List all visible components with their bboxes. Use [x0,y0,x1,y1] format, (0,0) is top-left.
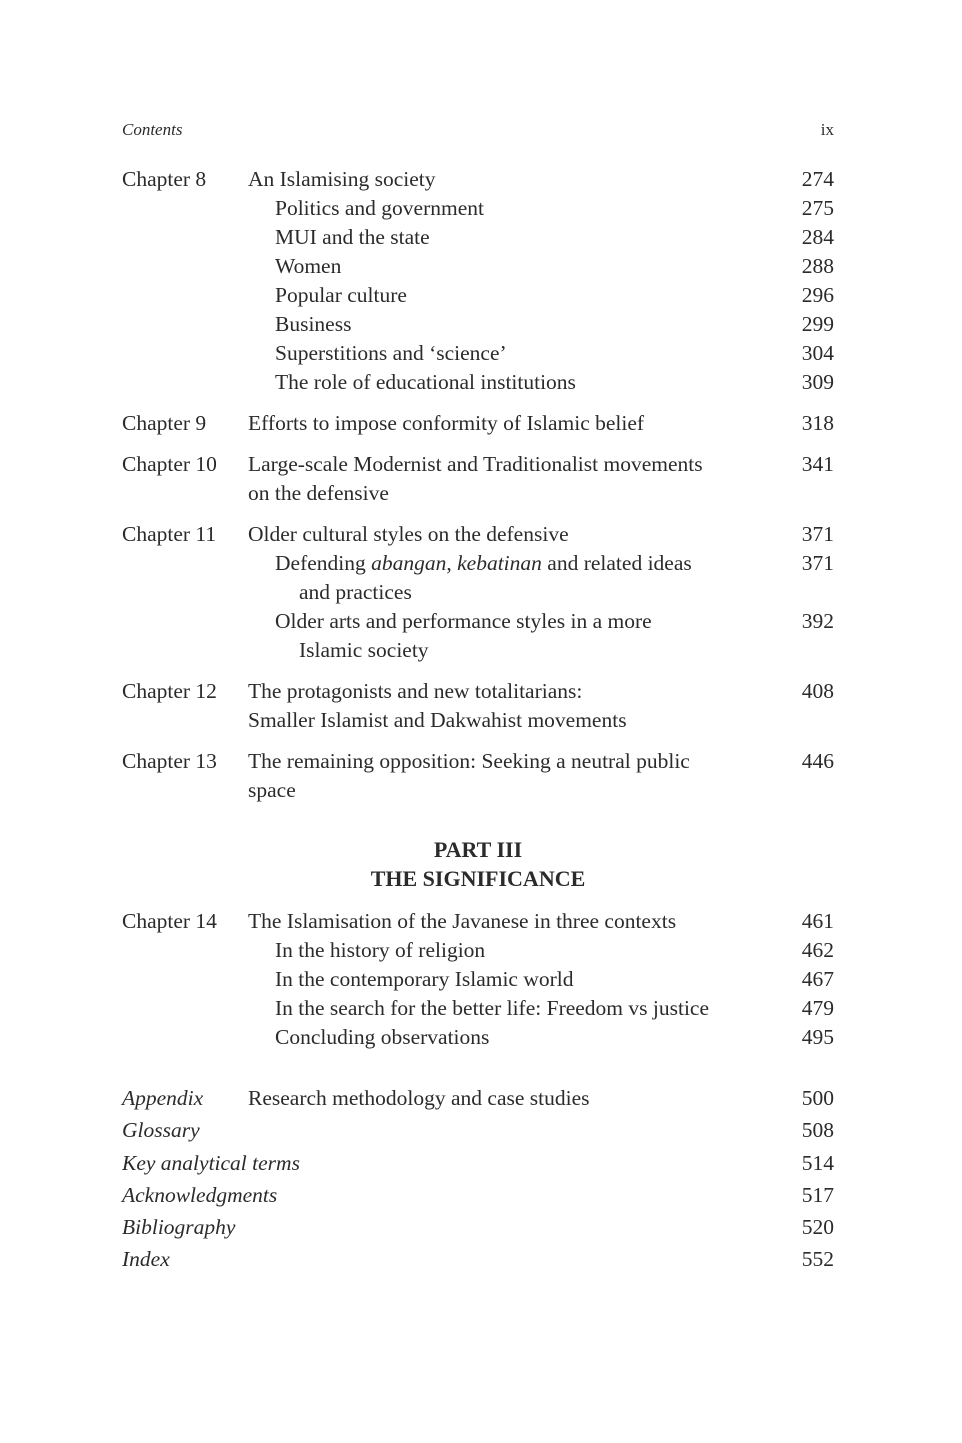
matter-label: Acknowledgments [122,1182,278,1207]
toc-subsection[interactable] [122,994,834,1023]
chapter-title: An Islamising society [248,167,436,191]
title-text: and related ideas [541,551,692,575]
subsection-title: Older arts and performance styles in a more [275,609,652,633]
part-title: THE SIGNIFICANCE [370,866,586,891]
toc-subsection[interactable] [122,310,834,339]
toc-subsection[interactable] [122,549,834,578]
page-number: 408 [801,679,834,703]
table-of-contents [122,165,834,1276]
page-number: 304 [801,341,834,365]
matter-label: Glossary [122,1118,200,1143]
toc-subsection[interactable] [122,965,834,994]
title-text: Defending [275,551,372,575]
page-number: 467 [801,967,834,991]
matter-label: Appendix [122,1086,204,1110]
page-number: 552 [801,1247,834,1272]
matter-title: Research methodology and case studies [248,1086,590,1110]
toc-subsection[interactable] [122,194,834,223]
title-italic-term: kebatinan [457,551,542,575]
toc-chapter-11[interactable] [122,520,834,665]
subsection-title: Superstitions and ‘science’ [275,341,507,365]
page-number: 371 [801,551,834,575]
page-number: 520 [801,1215,834,1240]
toc-subsection[interactable] [122,1023,834,1052]
title-text: , [446,551,458,575]
subsection-title-continued: Islamic society [299,638,429,662]
page-number: 461 [801,909,834,933]
toc-index[interactable] [122,1243,834,1275]
page-number: 392 [801,609,834,633]
subsection-title: In the search for the better life: Freedom vs justice [275,996,710,1020]
page-number: 275 [801,196,834,220]
page-number: 318 [801,411,834,435]
chapter-title: The protagonists and new totalitarians: [248,679,583,703]
part-number: PART III [433,837,523,862]
subsection-title: Business [275,312,352,336]
toc-appendix[interactable] [122,1082,834,1114]
page-number: 500 [801,1086,834,1110]
title-italic-term: abangan [371,551,447,575]
page-number: 299 [801,312,834,336]
toc-chapter-12[interactable] [122,677,834,735]
chapter-label: Chapter 11 [122,522,217,546]
chapter-title: The Islamisation of the Javanese in three contexts [248,909,677,933]
chapter-title: Older cultural styles on the defensive [248,522,569,546]
page-folio: ix [820,120,834,139]
matter-label: Bibliography [122,1215,236,1240]
page-number: 517 [801,1182,834,1207]
page-number: 514 [801,1150,834,1175]
page-number: 479 [801,996,834,1020]
toc-acknowledgments[interactable] [122,1179,834,1211]
chapter-label: Chapter 8 [122,167,207,191]
subsection-title: Women [275,254,342,278]
page-number: 371 [801,522,834,546]
page-number: 462 [801,938,834,962]
chapter-label: Chapter 14 [122,909,217,933]
page-number: 495 [801,1025,834,1049]
matter-label: Index [122,1247,170,1272]
toc-chapter-10[interactable] [122,450,834,508]
toc-subsection[interactable] [122,368,834,397]
toc-bibliography[interactable] [122,1211,834,1243]
subsection-title [275,549,692,578]
toc-chapter-8[interactable] [122,165,834,397]
page-number: 508 [801,1118,834,1143]
toc-chapter-14[interactable] [122,907,834,1052]
page-number: 274 [801,167,834,191]
page-number: 341 [801,452,834,476]
subsection-title: Politics and government [275,196,484,220]
chapter-label: Chapter 10 [122,452,217,476]
chapter-title: The remaining opposition: Seeking a neutral public [248,749,690,773]
toc-subsection[interactable] [122,223,834,252]
toc-subsection[interactable] [122,281,834,310]
toc-subsection[interactable] [122,607,834,636]
running-head: Contents [122,120,183,139]
page-number: 284 [801,225,834,249]
subsection-title: In the contemporary Islamic world [275,967,574,991]
chapter-label: Chapter 9 [122,411,207,435]
toc-key-analytical-terms[interactable] [122,1147,834,1179]
page-number: 309 [801,370,834,394]
toc-glossary[interactable] [122,1114,834,1146]
chapter-title-continued: on the defensive [248,481,389,505]
chapter-title: Efforts to impose conformity of Islamic belief [248,411,645,435]
page-number: 296 [801,283,834,307]
toc-chapter-13[interactable] [122,747,834,805]
chapter-label: Chapter 12 [122,679,217,703]
subsection-title: MUI and the state [275,225,430,249]
subsection-title: Concluding observations [275,1025,490,1049]
subsection-title-continued: and practices [299,580,412,604]
page-number: 446 [801,749,834,773]
toc-subsection[interactable] [122,339,834,368]
back-matter [122,1082,834,1276]
chapter-title-continued: Smaller Islamist and Dakwahist movements [248,708,627,732]
page-header [122,120,834,146]
page-number: 288 [801,254,834,278]
matter-label: Key analytical terms [122,1150,300,1175]
subsection-title: In the history of religion [275,938,486,962]
subsection-title: Popular culture [275,283,407,307]
chapter-title-continued: space [248,778,296,802]
chapter-title: Large-scale Modernist and Traditionalist movements [248,452,703,476]
chapter-label: Chapter 13 [122,749,217,773]
subsection-title: The role of educational institutions [275,370,576,394]
toc-subsection[interactable] [122,252,834,281]
toc-subsection[interactable] [122,936,834,965]
toc-chapter-9[interactable] [122,409,834,438]
part-heading [122,835,834,893]
